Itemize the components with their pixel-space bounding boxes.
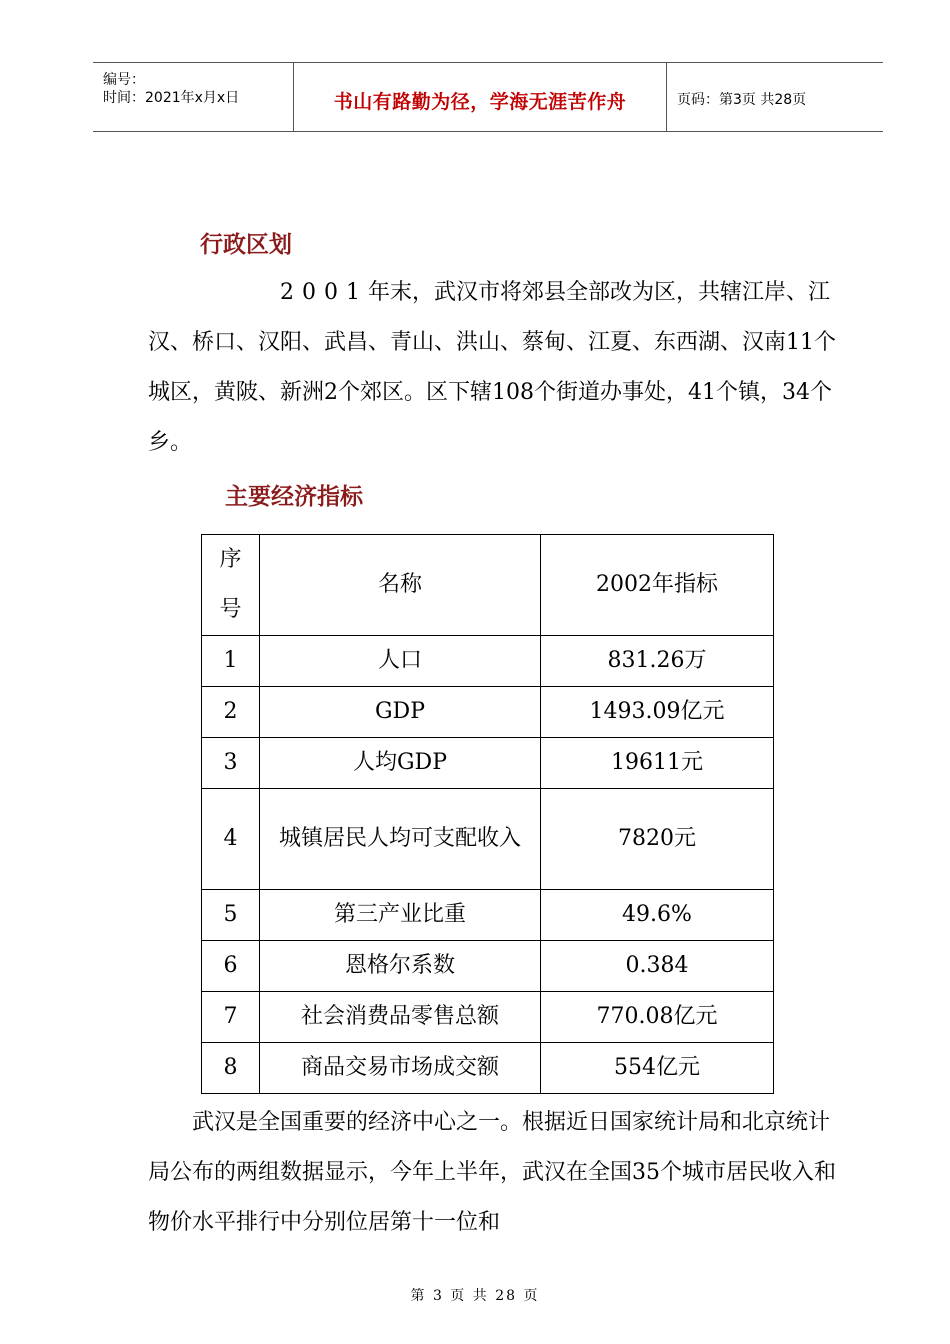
row-no: 4 [202,789,260,890]
row-no: 3 [202,738,260,789]
row-no: 6 [202,941,260,992]
row-no: 8 [202,1043,260,1094]
row-value: 7820元 [541,789,774,890]
admin-division-text: 年末，武汉市将郊县全部改为区，共辖江岸、江汉、桥口、汉阳、武昌、青山、洪山、蔡甸、江夏、东西湖、汉南11个城区，黄陂、新洲2个郊区。区下辖108个街道办事处，41个镇，34个乡。 [148,280,836,455]
row-no: 1 [202,636,260,687]
table-row [202,636,774,687]
header-meta-cell [93,63,294,131]
header-value: 2002年指标 [541,535,774,636]
header-motto-cell [294,63,667,131]
table-row [202,738,774,789]
row-value: 0.384 [541,941,774,992]
table-row [202,941,774,992]
table-header-row [202,535,774,636]
year-text: 2001 [280,280,368,305]
row-value: 1493.09亿元 [541,687,774,738]
row-name: 人均GDP [260,738,541,789]
code-label: 编号： [103,72,145,88]
row-value: 831.26万 [541,636,774,687]
row-value: 49.6% [541,890,774,941]
economy-paragraph: 武汉是全国重要的经济中心之一。根据近日国家统计局和北京统计局公布的两组数据显示，今年上半年，武汉在全国35个城市居民收入和物价水平排行中分别位居第十一位和 [148,1110,836,1235]
page-footer: 第 3 页 共 28 页 [410,1288,540,1304]
table-row [202,1043,774,1094]
motto: 书山有路勤为径，学海无涯苦作舟 [333,91,627,113]
row-name: 人口 [260,636,541,687]
table-row [202,789,774,890]
page-header [93,62,883,132]
row-no: 5 [202,890,260,941]
admin-division-paragraph [148,268,838,468]
header-page-cell [667,63,883,131]
table-row [202,992,774,1043]
page-label: 页码：第3页 共28页 [677,92,807,108]
row-name: 城镇居民人均可支配收入 [260,789,541,890]
row-name: 第三产业比重 [260,890,541,941]
row-value: 770.08亿元 [541,992,774,1043]
table-row [202,687,774,738]
header-name: 名称 [260,535,541,636]
row-no: 7 [202,992,260,1043]
time-label: 时间：2021年x月x日 [103,90,240,106]
table-row [202,890,774,941]
row-name: 商品交易市场成交额 [260,1043,541,1094]
row-name: 恩格尔系数 [260,941,541,992]
row-no: 2 [202,687,260,738]
section-title-economy: 主要经济指标 [225,484,363,510]
header-no: 序号 [202,535,260,636]
row-value: 19611元 [541,738,774,789]
row-value: 554亿元 [541,1043,774,1094]
economic-indicators-table [201,534,774,1094]
section-title-admin: 行政区划 [200,232,292,258]
row-name: 社会消费品零售总额 [260,992,541,1043]
row-name: GDP [260,687,541,738]
